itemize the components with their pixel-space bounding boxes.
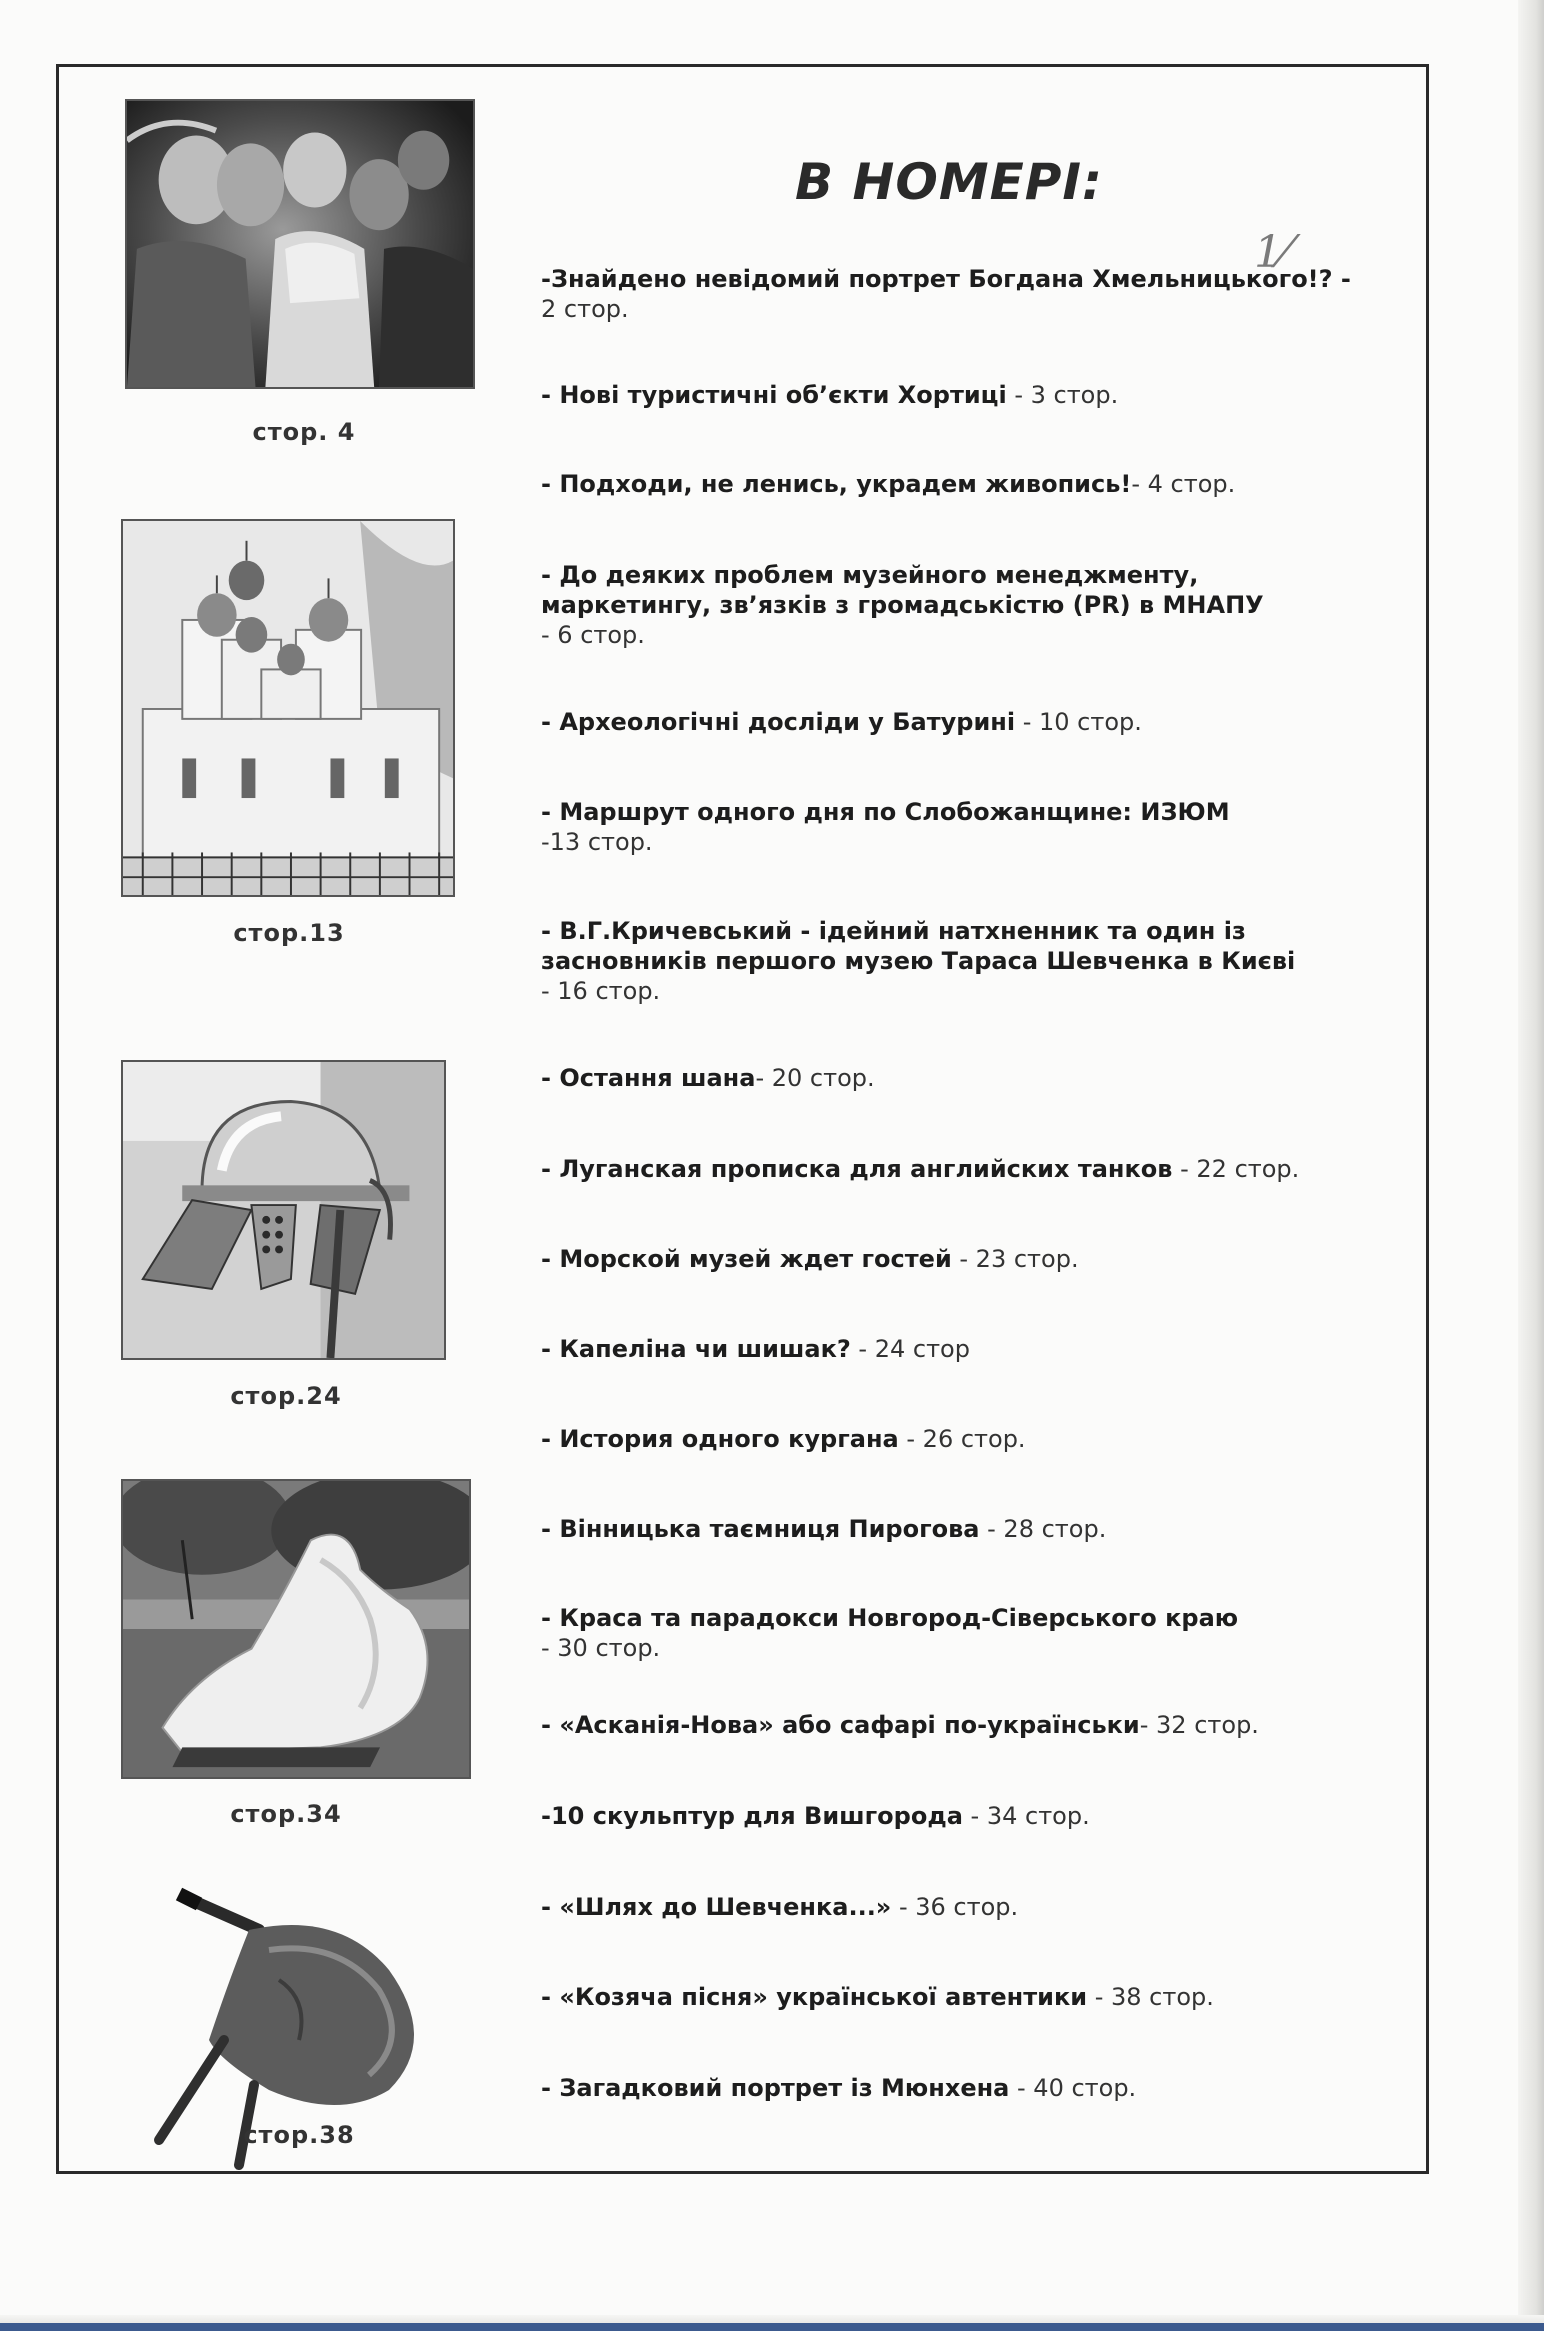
entry-title: - Загадковий портрет із Мюнхена	[541, 2074, 1010, 2102]
entry-title: - Вінницька таємниця Пирогова	[541, 1515, 980, 1543]
entry-title: - «Козяча пісня» української автентики	[541, 1983, 1088, 2011]
entry-page: - 20 стор.	[755, 1064, 875, 1092]
entry-title: - «Шлях до Шевченка...»	[541, 1893, 892, 1921]
entry-title: - Морской музей ждет гостей	[541, 1245, 952, 1273]
entry-title-line2: засновників першого музею Тараса Шевченка в Києві	[541, 947, 1296, 975]
entry-11[interactable]	[541, 1334, 1401, 1364]
painting-image	[127, 101, 473, 387]
entry-2[interactable]	[541, 380, 1401, 410]
entry-7[interactable]	[541, 916, 1401, 1006]
entry-page: - 24 стор	[850, 1335, 970, 1363]
entry-page: - 32 стор.	[1139, 1711, 1259, 1739]
entry-17[interactable]	[541, 1892, 1401, 1922]
entry-page: - 22 стор.	[1172, 1155, 1300, 1183]
entry-page: - 26 стор.	[898, 1425, 1026, 1453]
entry-title: - Подходи, не ленись, украдем живопись!	[541, 470, 1132, 498]
caption-p4: стор. 4	[252, 418, 356, 446]
caption-p34: стор.34	[230, 1800, 342, 1828]
entry-page: - 6 стор.	[541, 621, 645, 649]
entry-16[interactable]	[541, 1801, 1401, 1831]
entry-1[interactable]	[541, 264, 1401, 324]
caption-p38: стор.38	[243, 2121, 355, 2149]
photo-sculpture	[121, 1479, 471, 1779]
entry-6[interactable]	[541, 797, 1401, 857]
entry-title: -Знайдено невідомий портрет Богдана Хмельницького!? -	[541, 265, 1351, 293]
entry-3[interactable]	[541, 469, 1401, 499]
entry-title: - Нові туристичні об’єкти Хортиці	[541, 381, 1007, 409]
entry-page: - 10 стор.	[1015, 708, 1142, 736]
entry-page: -13 стор.	[541, 828, 653, 856]
entry-8[interactable]	[541, 1063, 1401, 1093]
entry-title: - Маршрут одного дня по Слобожанщине: ИЗЮМ	[541, 798, 1230, 826]
entry-14[interactable]	[541, 1603, 1401, 1663]
entry-title: - В.Г.Кричевський - ідейний натхненник та один із	[541, 917, 1246, 945]
entry-page: - 40 стор.	[1009, 2074, 1137, 2102]
entry-9[interactable]	[541, 1154, 1401, 1184]
entry-title: -10 скульптур для Вишгорода	[541, 1802, 963, 1830]
entry-page: - 36 стор.	[891, 1893, 1019, 1921]
entry-18[interactable]	[541, 1982, 1401, 2012]
contents-frame	[56, 64, 1429, 2174]
entry-page: 2 стор.	[541, 295, 629, 323]
blue-strip	[0, 2323, 1544, 2331]
page-edge	[1518, 0, 1544, 2331]
entry-title: - История одного кургана	[541, 1425, 899, 1453]
entry-page: - 30 стор.	[541, 1634, 661, 1662]
entry-10[interactable]	[541, 1244, 1401, 1274]
church-image	[123, 521, 453, 895]
entry-title-line2: маркетингу, зв’язків з громадськістю (PR) в МНАПУ	[541, 591, 1264, 619]
entry-15[interactable]	[541, 1710, 1401, 1740]
entry-5[interactable]	[541, 707, 1401, 737]
contents-heading: В НОМЕРІ:	[794, 153, 1104, 211]
page-bottom-edge	[0, 2315, 1544, 2331]
handwritten-mark: 1⁄	[1254, 227, 1290, 278]
caption-p24: стор.24	[230, 1382, 342, 1410]
helmet-image	[123, 1062, 444, 1358]
photo-helmet	[121, 1060, 446, 1360]
entry-title: - Луганская прописка для английских танков	[541, 1155, 1173, 1183]
entry-page: - 3 стор.	[1006, 381, 1119, 409]
entry-title: - «Асканія-Нова» або сафарі по-українськи	[541, 1711, 1140, 1739]
caption-p13: стор.13	[233, 919, 345, 947]
entry-page: - 23 стор.	[951, 1245, 1079, 1273]
entry-page: - 28 стор.	[979, 1515, 1107, 1543]
photo-painting	[125, 99, 475, 389]
sculpture-image	[123, 1481, 469, 1777]
entry-page: - 4 стор.	[1131, 470, 1236, 498]
photo-church	[121, 519, 455, 897]
entry-page: - 16 стор.	[541, 977, 661, 1005]
entry-13[interactable]	[541, 1514, 1401, 1544]
entry-19[interactable]	[541, 2073, 1401, 2103]
entry-title: - Остання шана	[541, 1064, 756, 1092]
entry-title: - До деяких проблем музейного менеджменту,	[541, 561, 1199, 589]
entry-12[interactable]	[541, 1424, 1401, 1454]
entry-4[interactable]	[541, 560, 1401, 650]
entry-title: - Краса та парадокси Новгород-Сіверського краю	[541, 1604, 1239, 1632]
entry-title: - Капеліна чи шишак?	[541, 1335, 851, 1363]
entry-page: - 38 стор.	[1087, 1983, 1214, 2011]
entry-page: - 34 стор.	[962, 1802, 1090, 1830]
entry-title: - Археологічні досліди у Батурині	[541, 708, 1016, 736]
